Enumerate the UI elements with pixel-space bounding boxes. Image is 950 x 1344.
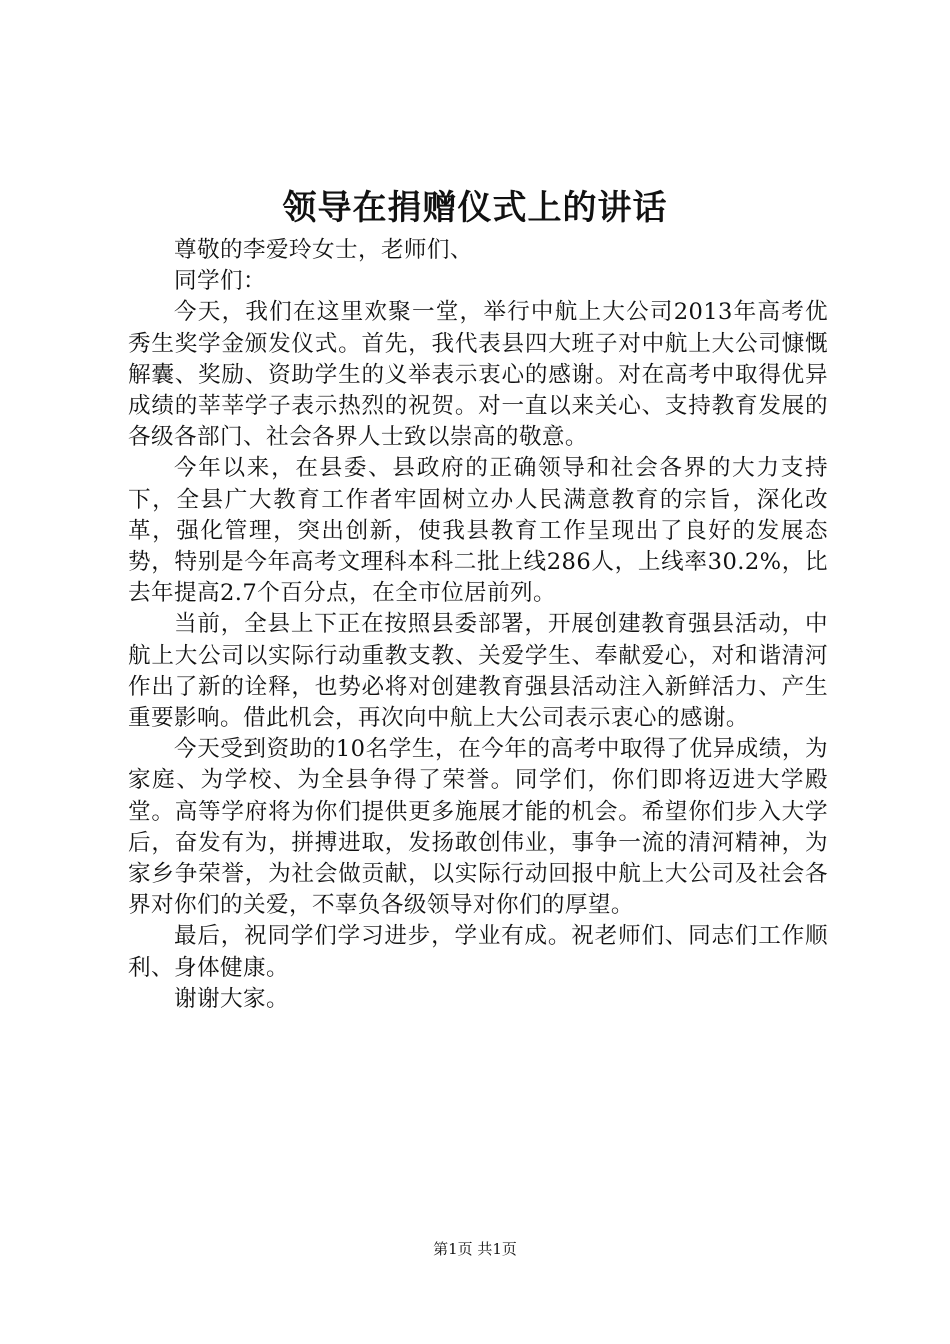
salutation-line-2: 同学们： xyxy=(174,268,266,295)
document-title: 领导在捐赠仪式上的讲话 xyxy=(282,188,668,228)
paragraph-students: 今天受到资助的10名学生，在今年的高考中取得了优异成绩，为家庭、为学校、为全县争得了荣誉。同学们，你们即将迈进大学殿堂。高等学府将为你们提供更多施展才能的机会。希望你们步入大学后，奋发有为，拼搏进取，发扬敢创伟业，事争一流的清河精神，为家乡争荣誉，为社会做贡献，以实际行动回报中航上大公司及社会各界对你们的关爱，不辜负各级领导对你们的厚望。 xyxy=(128,736,828,919)
page-footer: 第1页 共1页 xyxy=(433,1240,517,1258)
paragraph-opening: 今天，我们在这里欢聚一堂，举行中航上大公司2013年高考优秀生奖学金颁发仪式。首先，我代表县四大班子对中航上大公司慷慨解囊、奖励、资助学生的义举表示衷心的感谢。对在高考中取得优异成绩的莘莘学子表示热烈的祝贺。对一直以来关心、支持教育发展的各级各部门、社会各界人士致以崇高的敬意。 xyxy=(128,299,828,451)
paragraph-closing-wishes: 最后，祝同学们学习进步，学业有成。祝老师们、同志们工作顺利、身体健康。 xyxy=(128,923,828,981)
salutation-line-1: 尊敬的李爱玲女士，老师们、 xyxy=(174,237,473,263)
document-body xyxy=(128,235,828,1015)
paragraph-campaign: 当前，全县上下正在按照县委部署，开展创建教育强县活动，中航上大公司以实际行动重教支教、关爱学生、奉献爱心，对和谐清河作出了新的诠释，也势必将对创建教育强县活动注入新鲜活力、产生重要影响。借此机会，再次向中航上大公司表示衷心的感谢。 xyxy=(128,611,828,732)
paragraph-thanks: 谢谢大家。 xyxy=(174,985,289,1012)
paragraph-achievements: 今年以来，在县委、县政府的正确领导和社会各界的大力支持下，全县广大教育工作者牢固树立办人民满意教育的宗旨，深化改革，强化管理，突出创新，使我县教育工作呈现出了良好的发展态势，特别是今年高考文理科本科二批上线286人，上线率30.2%，比去年提高2.7个百分点，在全市位居前列。 xyxy=(128,455,828,607)
